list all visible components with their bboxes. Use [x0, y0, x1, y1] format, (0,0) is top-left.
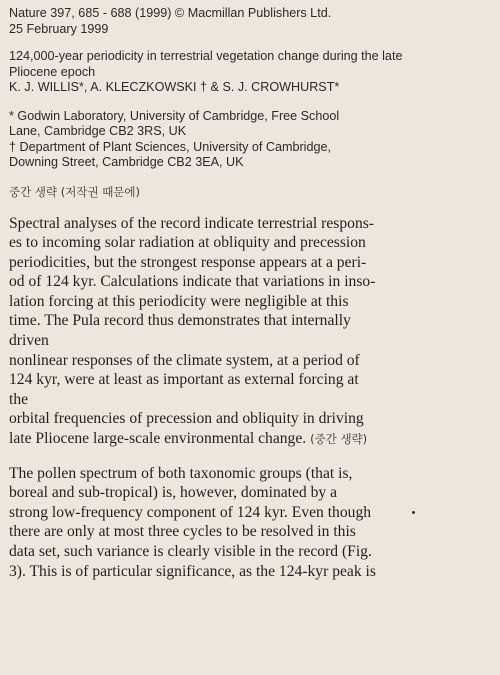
- article-title-line-2: Pliocene epoch: [9, 64, 96, 79]
- journal-citation: Nature 397, 685 - 688 (1999) © Macmillan Publishers Ltd.: [9, 6, 332, 20]
- affiliation-line: Downing Street, Cambridge CB2 3EA, UK: [9, 155, 244, 169]
- scan-speck: [412, 511, 415, 514]
- paragraph-line: The pollen spectrum of both taxonomic groups (that is,: [9, 464, 353, 482]
- paragraph-line: nonlinear responses of the climate system, at a period of: [9, 351, 360, 369]
- paragraph-line: driven: [9, 332, 49, 350]
- body-paragraph-1: [9, 214, 492, 450]
- paragraph-last-line: [9, 429, 492, 450]
- paragraph-line: periodicities, but the strongest response appears at a peri-: [9, 253, 367, 271]
- affiliation-line: † Department of Plant Sciences, University of Cambridge,: [9, 139, 331, 154]
- paragraph-line: there are only at most three cycles to be resolved in this: [9, 523, 356, 541]
- paragraph-line: data set, such variance is clearly visible in the record (Fig.: [9, 543, 372, 560]
- publication-date: 25 February 1999: [9, 21, 109, 36]
- affiliation-line: Lane, Cambridge CB2 3RS, UK: [9, 124, 187, 138]
- paragraph-line: od of 124 kyr. Calculations indicate that variations in inso-: [9, 273, 376, 291]
- body-paragraph-2: [9, 464, 492, 582]
- article-heading: [9, 49, 492, 96]
- paragraph-last-text: late Pliocene large-scale environmental change.: [9, 430, 307, 448]
- paragraph-line: the: [9, 390, 29, 408]
- paragraph-line: orbital frequencies of precession and obliquity in driving: [9, 410, 364, 428]
- citation-header: [9, 6, 492, 37]
- paragraph-line: strong low-frequency component of 124 kyr. Even though: [9, 503, 372, 521]
- article-title-line-1: 124,000-year periodicity in terrestrial vegetation change during the late: [9, 49, 403, 63]
- affiliation-line: * Godwin Laboratory, University of Cambridge, Free School: [9, 108, 340, 123]
- paragraph-line: 3). This is of particular significance, as the 124-kyr peak is: [9, 562, 376, 580]
- paragraph-line: es to incoming solar radiation at obliquity and precession: [9, 234, 366, 252]
- paragraph-line: lation forcing at this periodicity were negligible at this: [9, 292, 349, 310]
- article-authors: K. J. WILLIS*, A. KLECZKOWSKI † & S. J. CROWHURST*: [9, 80, 340, 94]
- paragraph-line: Spectral analyses of the record indicate terrestrial respons-: [9, 214, 374, 232]
- paragraph-line: boreal and sub-tropical) is, however, dominated by a: [9, 484, 338, 502]
- paragraph-line: time. The Pula record thus demonstrates that internally: [9, 312, 351, 330]
- inline-omission-note: (중간 생략): [310, 432, 368, 447]
- omission-note: 중간 생략 (저작권 때문에): [9, 184, 141, 199]
- affiliations: [9, 109, 492, 171]
- paragraph-line: 124 kyr, were at least as important as external forcing at: [9, 371, 359, 389]
